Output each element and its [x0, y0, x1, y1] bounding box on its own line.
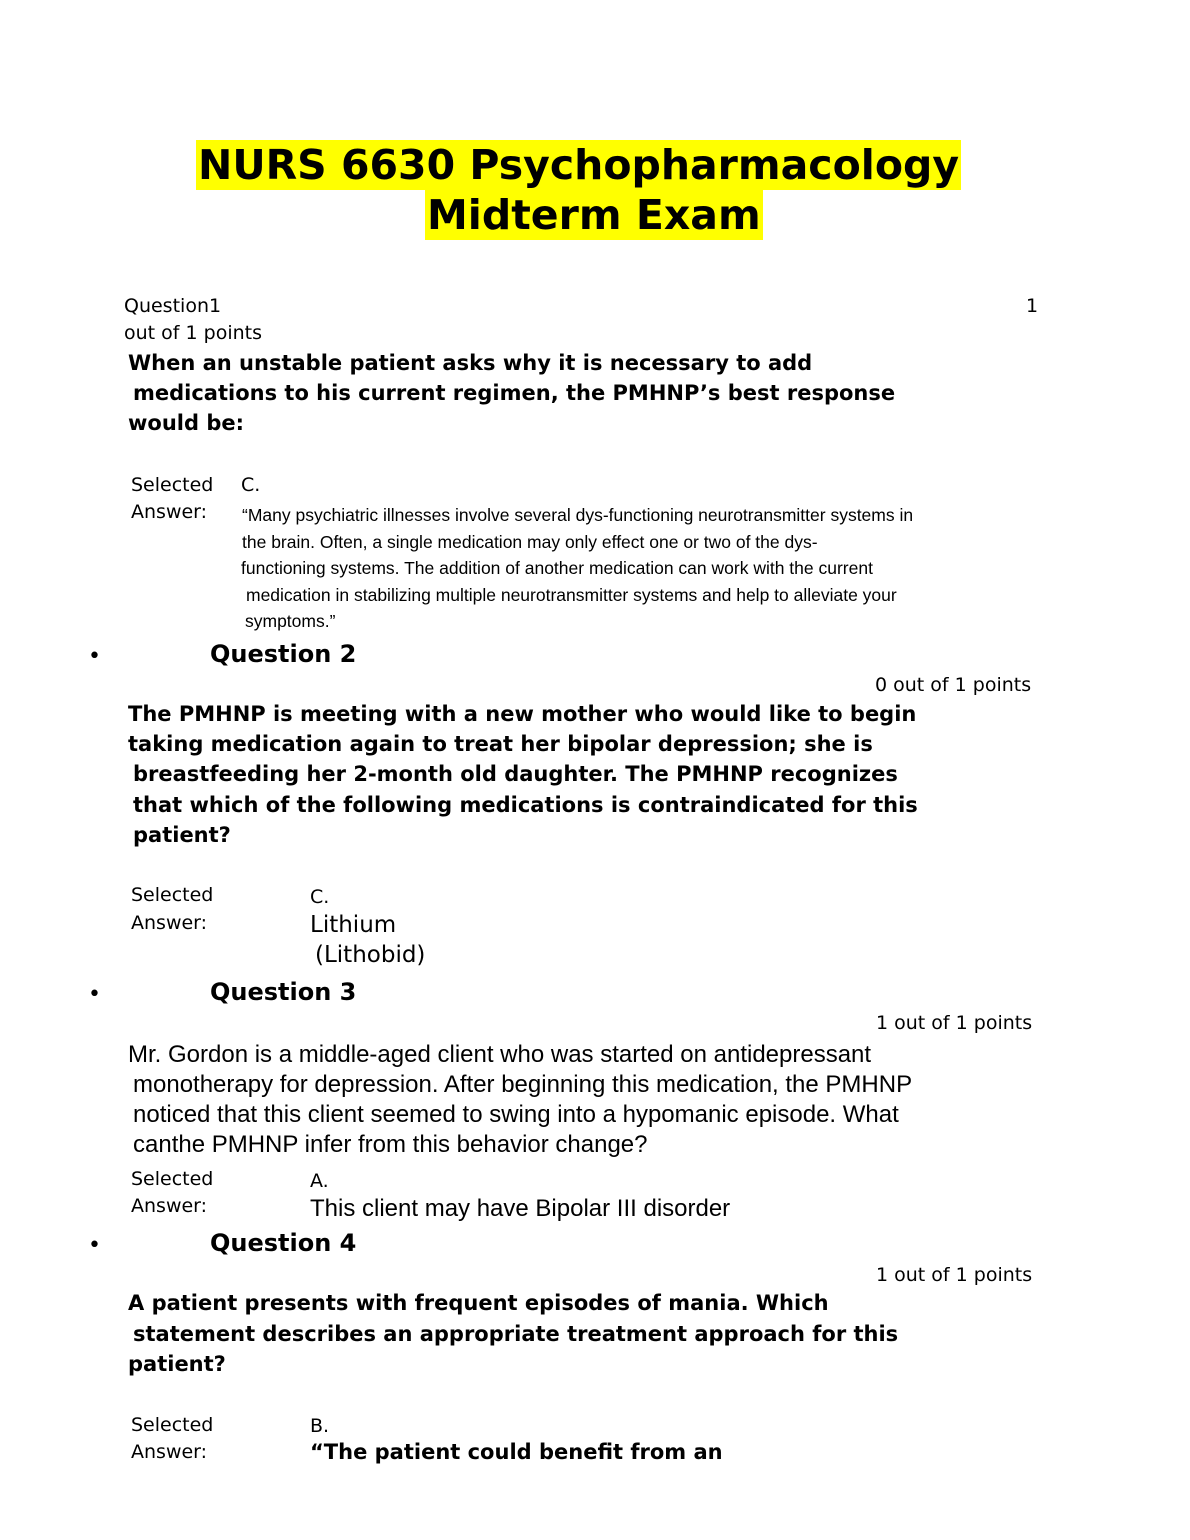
question-text-line: taking medication again to treat her bipolar depression; she is — [128, 732, 873, 756]
question-heading: Question 2 — [210, 640, 357, 668]
question-text-line: When an unstable patient asks why it is necessary to add — [128, 351, 813, 375]
question-text-line: Mr. Gordon is a middle-aged client who was started on antidepressant — [128, 1041, 872, 1068]
answer-text-line: “The patient could benefit from an — [310, 1440, 723, 1464]
score-text: 1 out of 1 points — [876, 1264, 1033, 1286]
answer-letter: A. — [310, 1170, 329, 1192]
question-text-line: patient? — [133, 823, 231, 847]
answer-label: Answer: — [131, 1441, 208, 1463]
answer-text-line: This client may have Bipolar III disorder — [310, 1195, 731, 1222]
bullet: • — [88, 644, 101, 669]
score-text: 1 out of 1 points — [876, 1012, 1033, 1034]
answer-letter: B. — [310, 1415, 330, 1437]
question-heading: Question 4 — [210, 1229, 357, 1257]
question-text-line: A patient presents with frequent episodes of mania. Which — [128, 1291, 829, 1315]
score-number: 1 — [1026, 295, 1039, 317]
answer-text-line: medication in stabilizing multiple neurotransmitter systems and help to alleviate your — [246, 585, 897, 605]
answer-letter: C. — [241, 474, 261, 496]
answer-text-line: Lithium — [310, 912, 397, 938]
answer-label: Answer: — [131, 1195, 208, 1217]
answer-text-line: “Many psychiatric illnesses involve several dys-functioning neurotransmitter systems in — [242, 505, 914, 525]
question-text-line: monotherapy for depression. After beginning this medication, the PMHNP — [133, 1071, 913, 1098]
question-heading: Question1 — [124, 295, 222, 317]
title-line-2: Midterm Exam — [427, 191, 761, 239]
score-text: 0 out of 1 points — [875, 674, 1032, 696]
question-heading: Question 3 — [210, 978, 357, 1006]
answer-text-line: symptoms.” — [245, 611, 336, 631]
question-text-line: patient? — [128, 1352, 226, 1376]
answer-text-line: the brain. Often, a single medication may only effect one or two of the dys- — [242, 532, 818, 552]
score-text: out of 1 points — [124, 322, 262, 344]
title-line-1: NURS 6630 Psychopharmacology — [198, 141, 960, 189]
question-text-line: statement describes an appropriate treatment approach for this — [133, 1322, 899, 1346]
selected-label: Selected — [131, 474, 214, 496]
question-text-line: breastfeeding her 2-month old daughter. The PMHNP recognizes — [133, 762, 898, 786]
question-text-line: that which of the following medications is contraindicated for this — [133, 793, 918, 817]
bullet: • — [88, 982, 101, 1007]
answer-label: Answer: — [131, 501, 208, 523]
question-text-line: medications to his current regimen, the PMHNP’s best response — [133, 381, 896, 405]
selected-label: Selected — [131, 1168, 214, 1190]
answer-text-line: functioning systems. The addition of another medication can work with the current — [241, 558, 873, 578]
bullet: • — [88, 1233, 101, 1258]
answer-text-line: (Lithobid) — [315, 942, 426, 968]
answer-label: Answer: — [131, 912, 208, 934]
selected-label: Selected — [131, 884, 214, 906]
question-text-line: The PMHNP is meeting with a new mother who would like to begin — [128, 702, 917, 726]
question-text-line: canthe PMHNP infer from this behavior change? — [133, 1131, 648, 1158]
question-text-line: noticed that this client seemed to swing into a hypomanic episode. What — [133, 1101, 899, 1128]
answer-letter: C. — [310, 886, 330, 908]
question-text-line: would be: — [128, 411, 244, 435]
selected-label: Selected — [131, 1414, 214, 1436]
